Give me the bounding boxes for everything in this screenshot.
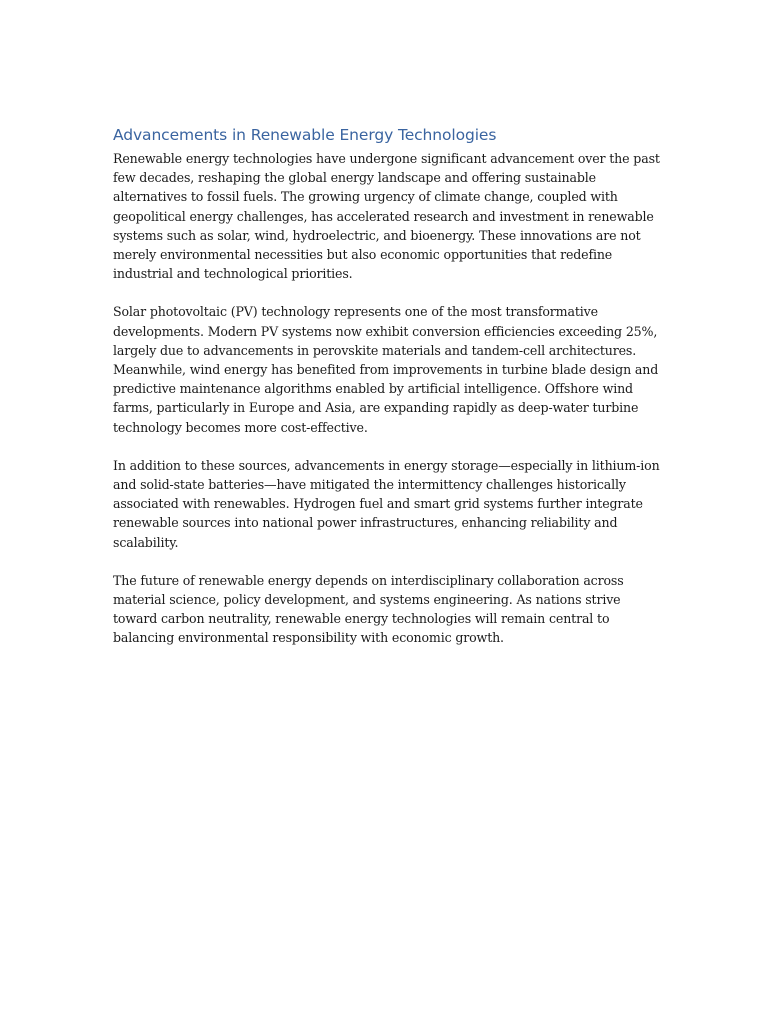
paragraph-intro: Renewable energy technologies have undergone significant advancement over the past few decades, reshaping the global energy landscape and offering sustainable alternatives to fossil fuels. The growing urgency of climate change, coupled with geopolitical energy challenges, has accelerated research and investment in renewable systems such as solar, wind, hydroelectric, and bioenergy. These innovations are not merely environmental necessities but also economic opportunities that redefine industrial and technological priorities. bbox=[113, 151, 660, 282]
paragraph-storage: In addition to these sources, advancements in energy storage—especially in lithium-ion and solid-state batteries—have mitigated the intermittency challenges historically associated with renewables. Hydrogen fuel and smart grid systems further integrate renewable sources into national power infrastructures, enhancing reliability and scalability. bbox=[113, 457, 660, 550]
document-title: Advancements in Renewable Energy Technologies bbox=[113, 126, 497, 144]
paragraph-solar-wind: Solar photovoltaic (PV) technology represents one of the most transformative developments. Modern PV systems now exhibit conversion efficiencies exceeding 25%, largely due to advancements in perovskite materials and tandem-cell architectures. Meanwhile, wind energy has benefited from improvements in turbine blade design and predictive maintenance algorithms enabled by artificial intelligence. Offshore wind farms, particularly in Europe and Asia, are expanding rapidly as deep-water turbine technology becomes more cost-effective. bbox=[113, 304, 659, 435]
document-body bbox=[113, 124, 661, 667]
paragraph-future: The future of renewable energy depends on interdisciplinary collaboration across material science, policy development, and systems engineering. As nations strive toward carbon neutrality, renewable energy technologies will remain central to balancing environmental responsibility with economic growth. bbox=[113, 572, 624, 646]
